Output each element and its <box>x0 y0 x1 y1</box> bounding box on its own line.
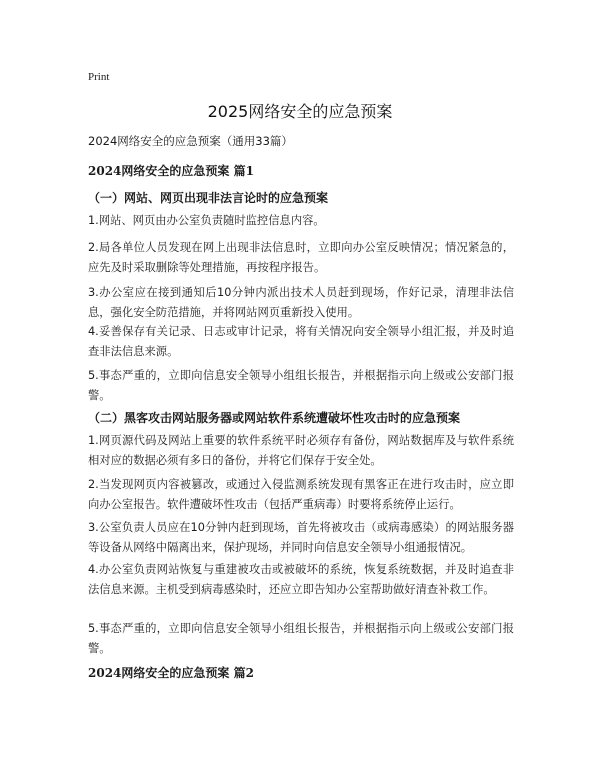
list-item: 5.事态严重的，立即向信息安全领导小组组长报告，并根据指示向上级或公安部门报警。 <box>88 622 514 655</box>
section-heading-2: 2024网络安全的应急预案 篇2 <box>88 666 254 680</box>
list-item: 3.公室负责人员应在10分钟内赶到现场，首先将被攻击（或病毒感染）的网站服务器等设备从网络中隔离出来，保护现场，并同时向信息安全领导小组通报情况。 <box>88 521 514 554</box>
list-item: 1.网页源代码及网站上重要的软件系统平时必须存有备份，网站数据库及与软件系统相对应的数据必须有多日的备份，并将它们保存于安全处。 <box>88 434 514 467</box>
page-title: 2025网络安全的应急预案 <box>207 102 393 121</box>
print-label: Print <box>88 71 110 83</box>
list-item: 4.妥善保存有关记录、日志或审计记录，将有关情况向安全领导小组汇报，并及时追查非法信息来源。 <box>88 325 514 358</box>
list-item: 5.事态严重的，立即向信息安全领导小组组长报告，并根据指示向上级或公安部门报警。 <box>88 369 514 402</box>
document-subtitle: 2024网络安全的应急预案（通用33篇） <box>88 134 293 148</box>
section-heading-1: 2024网络安全的应急预案 篇1 <box>88 164 254 178</box>
list-item: 1.网站、网页由办公室负责随时监控信息内容。 <box>88 214 325 227</box>
subsection-heading-1: （一）网站、网页出现非法言论时的应急预案 <box>88 191 329 205</box>
list-item: 2.当发现网页内容被篡改，或通过入侵监测系统发现有黑客正在进行攻击时，应立即向办公室报告。软件遭破坏性攻击（包括严重病毒）时要将系统停止运行。 <box>88 478 514 511</box>
subsection-heading-2: （二）黑客攻击网站服务器或网站软件系统遭破坏性攻击时的应急预案 <box>88 411 461 425</box>
list-item: 3.办公室应在接到通知后10分钟内派出技术人员赶到现场，作好记录，清理非法信息，强化安全防范措施，并将网站网页重新投入使用。 <box>88 286 514 319</box>
list-item: 2.局各单位人员发现在网上出现非法信息时，立即向办公室反映情况；情况紧急的，应先及时采取删除等处理措施，再按程序报告。 <box>88 241 514 274</box>
list-item: 4.办公室负责网站恢复与重建被攻击或被破坏的系统，恢复系统数据，并及时追查非法信息来源。主机受到病毒感染时，还应立即告知办公室帮助做好清查补救工作。 <box>88 563 514 596</box>
